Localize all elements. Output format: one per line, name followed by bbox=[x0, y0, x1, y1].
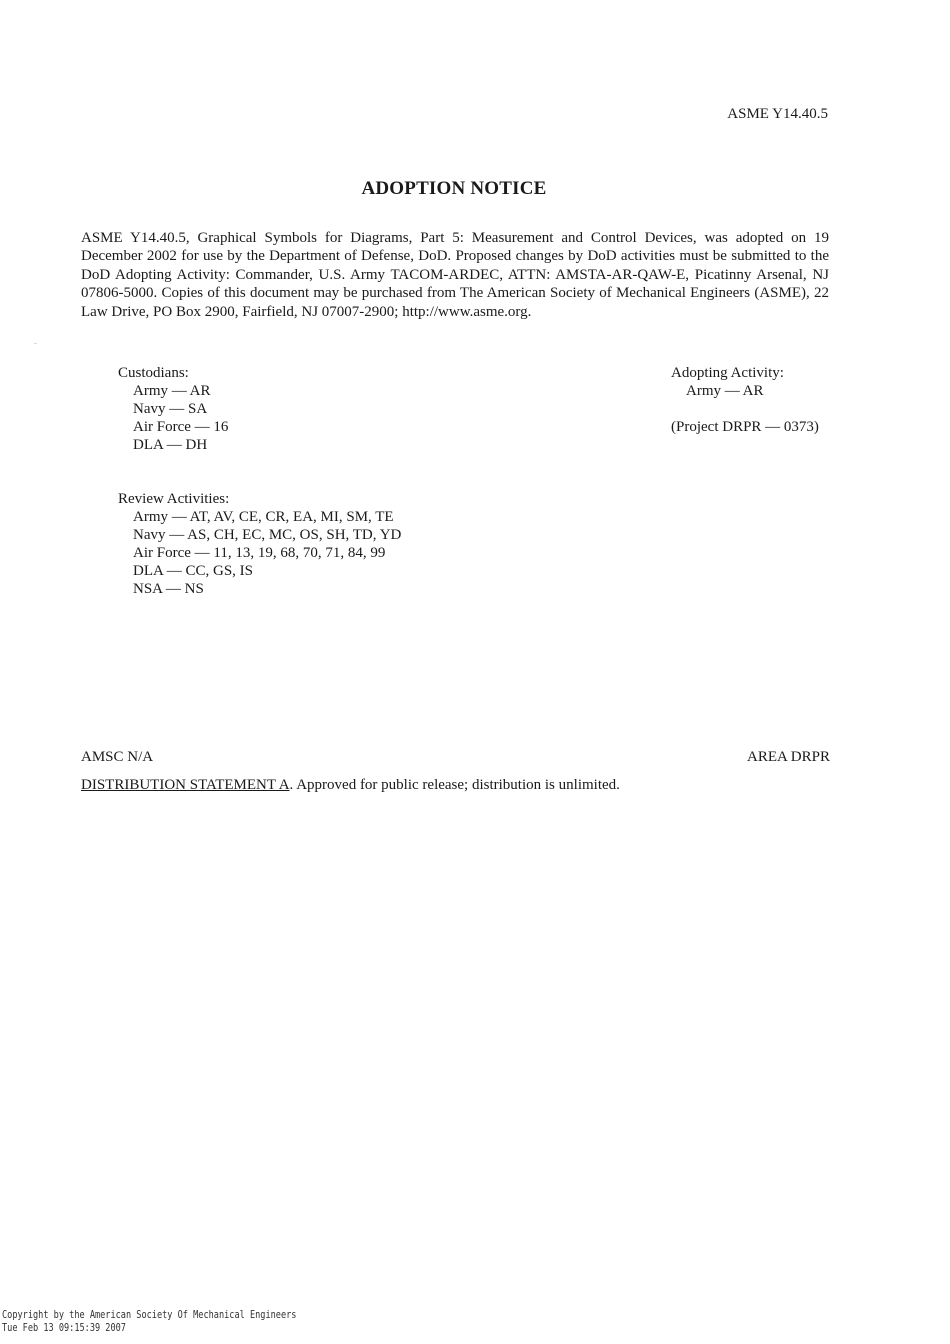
scan-mark bbox=[34, 343, 37, 344]
area-label: AREA DRPR bbox=[747, 749, 830, 765]
review-activities-block bbox=[118, 490, 401, 598]
review-activity-item: DLA — CC, GS, IS bbox=[133, 563, 254, 579]
adopting-activity-item: Army — AR bbox=[686, 383, 764, 399]
distribution-statement bbox=[81, 777, 620, 794]
custodian-item: DLA — DH bbox=[133, 437, 208, 453]
distribution-text: . Approved for public release; distribution is unlimited. bbox=[289, 777, 620, 793]
custodian-item: Air Force — 16 bbox=[133, 419, 229, 435]
amsc-label: AMSC N/A bbox=[81, 749, 154, 765]
notice-paragraph: ASME Y14.40.5, Graphical Symbols for Diagrams, Part 5: Measurement and Control Devices, was adopted on 19 December 2002 for use by the Department of Defense, DoD. Proposed changes by DoD activities must be submitted to the DoD Adopting Activity: Commander, U.S. Army TACOM-ARDEC, ATTN: AMSTA-AR-QAW-E, Picatinny Arsenal, NJ 07806-5000. Copies of this document may be purchased from The American Society of Mechanical Engineers (ASME), 22 Law Drive, PO Box 2900, Fairfield, NJ 07007-2900; http://www.asme.org. bbox=[81, 230, 829, 320]
adopting-activity-heading: Adopting Activity: bbox=[671, 365, 784, 381]
document-id: ASME Y14.40.5 bbox=[727, 106, 828, 122]
custodian-item: Navy — SA bbox=[133, 401, 208, 417]
adopting-activity-block bbox=[671, 364, 819, 436]
copyright-footer bbox=[2, 1308, 296, 1334]
review-activity-item: NSA — NS bbox=[133, 581, 204, 597]
custodian-item: Army — AR bbox=[133, 383, 211, 399]
page-title: ADOPTION NOTICE bbox=[361, 178, 547, 199]
review-activity-item: Air Force — 11, 13, 19, 68, 70, 71, 84, 99 bbox=[133, 545, 386, 561]
footer-timestamp-line: Tue Feb 13 09:15:39 2007 bbox=[2, 1321, 126, 1334]
review-activity-item: Navy — AS, CH, EC, MC, OS, SH, TD, YD bbox=[133, 527, 402, 543]
review-activity-item: Army — AT, AV, CE, CR, EA, MI, SM, TE bbox=[133, 509, 394, 525]
project-number: (Project DRPR — 0373) bbox=[671, 419, 819, 435]
footer-copyright-line: Copyright by the American Society Of Mechanical Engineers bbox=[2, 1308, 297, 1321]
custodians-heading: Custodians: bbox=[118, 365, 189, 381]
custodians-block bbox=[118, 364, 228, 454]
distribution-label: DISTRIBUTION STATEMENT A bbox=[81, 777, 290, 793]
review-activities-heading: Review Activities: bbox=[118, 491, 230, 507]
